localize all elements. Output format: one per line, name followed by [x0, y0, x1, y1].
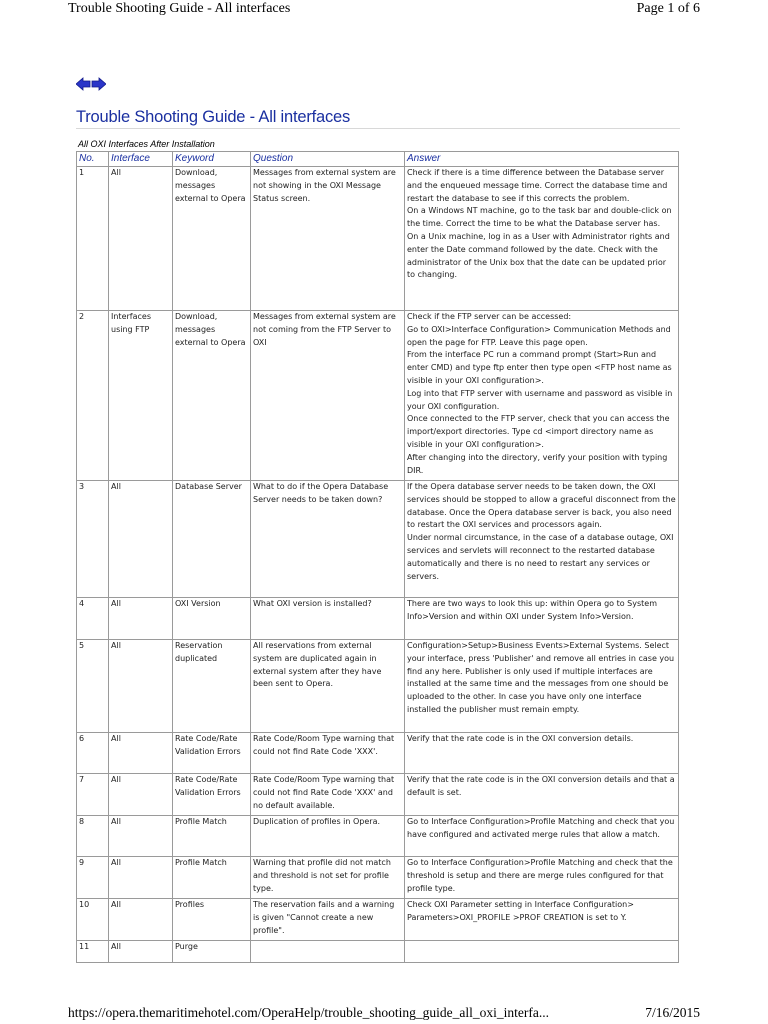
table-row: [77, 733, 679, 774]
document-subtitle: All OXI Interfaces After Installation: [78, 139, 215, 149]
table-row: [77, 816, 679, 857]
print-header: [68, 1, 700, 19]
cell-answer: [405, 167, 679, 311]
cell-no: 7: [77, 774, 109, 816]
cell-question: All reservations from external system are duplicated again in external system after they have been sent to Opera.: [251, 640, 405, 733]
cell-keyword: OXI Version: [173, 598, 251, 640]
print-header-title: Trouble Shooting Guide - All interfaces: [68, 1, 291, 16]
table-row: [77, 640, 679, 733]
table-row: [77, 598, 679, 640]
cell-question: Duplication of profiles in Opera.: [251, 816, 405, 857]
cell-keyword: Rate Code/Rate Validation Errors: [173, 774, 251, 816]
cell-question: What to do if the Opera Database Server needs to be taken down?: [251, 481, 405, 598]
column-header-answer: Answer: [405, 152, 679, 167]
cell-keyword: Profiles: [173, 899, 251, 941]
cell-answer: [405, 941, 679, 963]
troubleshooting-table: [76, 151, 679, 963]
cell-question: Rate Code/Room Type warning that could not find Rate Code 'XXX' and no default available.: [251, 774, 405, 816]
back-forward-arrows-icon[interactable]: [76, 77, 106, 91]
answer-paragraph: Check if there is a time difference between the Database server and the enqueued message time. Correct the database time and restart the database to see if this corrects the problem.: [407, 168, 668, 203]
cell-interface: All: [109, 899, 173, 941]
cell-question: The reservation fails and a warning is given "Cannot create a new profile".: [251, 899, 405, 941]
cell-answer: Check OXI Parameter setting in Interface Configuration> Parameters>OXI_PROFILE >PROF CREATION is set to Y.: [405, 899, 679, 941]
cell-answer: Go to Interface Configuration>Profile Matching and check that the threshold is setup and there are merge rules configured for that profile type.: [405, 857, 679, 899]
column-header-no: No.: [77, 152, 109, 167]
cell-interface: All: [109, 733, 173, 774]
cell-answer: [405, 481, 679, 598]
table-row: [77, 899, 679, 941]
cell-question: Warning that profile did not match and threshold is not set for profile type.: [251, 857, 405, 899]
answer-paragraph: On a Unix machine, log in as a User with Administrator rights and enter the Date command followed by the date. Check with the administrator of the Unix box that the date can be updated prior to changing.: [407, 231, 670, 280]
cell-question: Rate Code/Room Type warning that could not find Rate Code 'XXX'.: [251, 733, 405, 774]
cell-answer: [405, 311, 679, 481]
column-header-keyword: Keyword: [173, 152, 251, 167]
answer-paragraph: Check if the FTP server can be accessed:: [407, 312, 572, 321]
cell-question: Messages from external system are not showing in the OXI Message Status screen.: [251, 167, 405, 311]
cell-keyword: Reservation duplicated: [173, 640, 251, 733]
cell-no: 9: [77, 857, 109, 899]
cell-answer: Verify that the rate code is in the OXI conversion details.: [405, 733, 679, 774]
print-footer: [68, 1005, 700, 1023]
cell-no: 6: [77, 733, 109, 774]
cell-interface: All: [109, 774, 173, 816]
title-divider: [76, 128, 680, 129]
answer-paragraph: Under normal circumstance, in the case of a database outage, OXI services and servlets will reconnect to the restarted database automatically and there is no need to restart any services or servers.: [407, 533, 674, 581]
answer-paragraph: After changing into the directory, verify your position with typing DIR.: [407, 452, 668, 475]
cell-interface: All: [109, 598, 173, 640]
cell-interface: Interfaces using FTP: [109, 311, 173, 481]
answer-paragraph: Log into that FTP server with username and password as visible in your OXI configuration.: [407, 388, 673, 411]
table-header-row: [77, 152, 679, 167]
cell-interface: All: [109, 941, 173, 963]
cell-no: 8: [77, 816, 109, 857]
print-header-page: Page 1 of 6: [636, 1, 700, 16]
cell-no: 5: [77, 640, 109, 733]
table-row: [77, 481, 679, 598]
cell-keyword: Profile Match: [173, 857, 251, 899]
cell-question: Messages from external system are not coming from the FTP Server to OXI: [251, 311, 405, 481]
footer-date: 7/16/2015: [645, 1005, 700, 1020]
answer-paragraph: If the Opera database server needs to be taken down, the OXI services should be stopped to allow a graceful disconnect from the database. Once the Opera database server is back, you also need to restart the OXI services and processors again.: [407, 482, 676, 530]
table-row: [77, 311, 679, 481]
cell-answer: There are two ways to look this up: within Opera go to System Info>Version and within OXI under System Info>Version.: [405, 598, 679, 640]
answer-paragraph: From the interface PC run a command prompt (Start>Run and enter CMD) and type ftp enter then type open <FTP host name as visible in your OXI configuration>.: [407, 350, 672, 385]
cell-keyword: Download, messages external to Opera: [173, 167, 251, 311]
cell-no: 11: [77, 941, 109, 963]
cell-interface: All: [109, 481, 173, 598]
cell-keyword: Profile Match: [173, 816, 251, 857]
cell-interface: All: [109, 167, 173, 311]
cell-no: 1: [77, 167, 109, 311]
answer-paragraph: On a Windows NT machine, go to the task bar and double-click on the time. Correct the time to be what the Database server has.: [407, 206, 672, 229]
answer-paragraph: Once connected to the FTP server, check that you can access the import/export directories. Type cd <import directory name as visible in your OXI configuration>.: [407, 414, 670, 449]
cell-no: 10: [77, 899, 109, 941]
cell-interface: All: [109, 640, 173, 733]
cell-interface: All: [109, 816, 173, 857]
answer-paragraph: Go to OXI>Interface Configuration> Communication Methods and open the page for FTP. Leave this page open.: [407, 324, 671, 347]
table-row: [77, 941, 679, 963]
cell-no: 4: [77, 598, 109, 640]
cell-keyword: Download, messages external to Opera: [173, 311, 251, 481]
cell-no: 2: [77, 311, 109, 481]
cell-question: What OXI version is installed?: [251, 598, 405, 640]
document-title: Trouble Shooting Guide - All interfaces: [76, 108, 351, 126]
cell-keyword: Rate Code/Rate Validation Errors: [173, 733, 251, 774]
cell-keyword: Purge: [173, 941, 251, 963]
column-header-interface: Interface: [109, 152, 173, 167]
table-row: [77, 857, 679, 899]
cell-answer: Configuration>Setup>Business Events>External Systems. Select your interface, press 'Publisher' and remove all entries in case you find any here. Publisher is only used if multiple interfaces are installed at the same time and the messages from one should be uploaded to the other. In case you have only one interface installed the publisher must remain empty.: [405, 640, 679, 733]
cell-interface: All: [109, 857, 173, 899]
footer-url[interactable]: https://opera.themaritimehotel.com/OperaHelp/trouble_shooting_guide_all_oxi_interfa...: [68, 1005, 550, 1020]
column-header-question: Question: [251, 152, 405, 167]
cell-answer: Go to Interface Configuration>Profile Matching and check that you have configured and activated merge rules that allow a match.: [405, 816, 679, 857]
cell-no: 3: [77, 481, 109, 598]
cell-question: [251, 941, 405, 963]
cell-keyword: Database Server: [173, 481, 251, 598]
cell-answer: Verify that the rate code is in the OXI conversion details and that a default is set.: [405, 774, 679, 816]
table-row: [77, 167, 679, 311]
table-row: [77, 774, 679, 816]
